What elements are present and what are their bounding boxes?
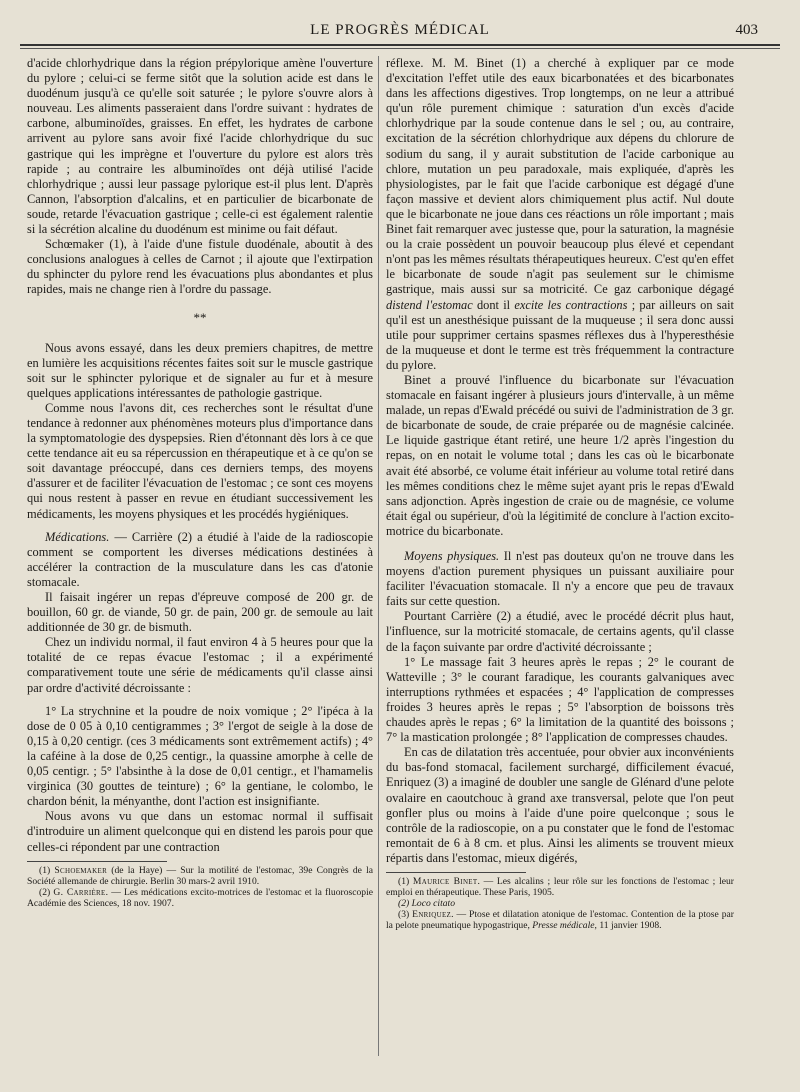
right-column bbox=[386, 56, 734, 931]
footnote-text: . — Les alcalins ; leur rôle sur les fonctions de l'estomac ; leur emploi en thérapeutique. These Paris, 1905. bbox=[386, 875, 734, 899]
paragraph: Nous avons essayé, dans les deux premiers chapitres, de mettre en lumière les acquisitions récentes faites soit sur le muscle gastrique soit sur le sphincter pylorique et de signaler au fur et à mesure quelques applications intéressantes de pathologie gastrique. bbox=[27, 340, 373, 400]
footnote-rule bbox=[27, 861, 167, 862]
footnote bbox=[27, 865, 373, 887]
paragraph: Nous avons vu que dans un estomac normal il suffisait d'introduire un aliment quelconque qui en distend les parois pour que celles-ci répondent par une contraction bbox=[27, 809, 373, 854]
paragraph: Schœmaker (1), à l'aide d'une fistule duodénale, aboutit à des conclusions analogues à celles de Carnot ; il ajoute que l'extirpation du sphincter du pylore rend les évacuations plus abondantes et plus rapides, mais ne change rien à l'ordre du passage. bbox=[27, 237, 373, 297]
left-column bbox=[27, 56, 373, 909]
footnote-number: (3) bbox=[398, 909, 413, 921]
section-separator: ** bbox=[193, 309, 207, 325]
footnote-number: (1) bbox=[398, 875, 413, 887]
footnote-text: (de la Haye) — Sur la motilité de l'estomac, 39e Congrès de la Société allemande de chirurgie. Berlin 30 mars-2 avril 1910. bbox=[27, 864, 373, 887]
running-title: LE PROGRÈS MÉDICAL bbox=[310, 22, 490, 38]
footnote-author: Maurice Binet bbox=[412, 875, 478, 887]
paragraph: Pourtant Carrière (2) a étudié, avec le procédé décrit plus haut, l'influence, sur la motricité stomacale, de certains agents, qu'il classe de la façon suivante par ordre d'activité décroissante ; bbox=[386, 609, 734, 654]
paragraph: d'acide chlorhydrique dans la région prépylorique amène l'ouverture du pylore ; celui-ci se ferme sitôt que la solution acide est dans le duodénum jusqu'à ce qu'elle soit saturée ; le pylore s'ouvre alors à nouveau. Les aliments passeraient dans l'ordre suivant : hydrates de carbone, albuminoïdes, graisses. En effet, les hydrates de carbone arrivent au pylore sans avoir fixé l'acide chlorhydrique du suc gastrique qui les imprègne et l'ouverture du pylore est alors très rapide ; au contraire les albuminoïdes ont déjà utilisé l'acide chlorhydrique ; aussi leur passage pylorique est-il plus lent. D'après Cannon, l'absorption d'alcalins, et en particulier de bicarbonate de soude, retarde l'évacuation gastrique ; celle-ci est également ralentie si la sécrétion alcaline du duodénum est minime ou fait défaut. bbox=[27, 56, 373, 237]
paragraph: Chez un individu normal, il faut environ 4 à 5 heures pour que la totalité de ce repas évacue l'estomac ; il a expérimenté comparativement toute une série de médicaments qu'il classe ainsi par ordre d'activité décroissante : bbox=[27, 635, 373, 695]
section-paragraph-medications bbox=[27, 530, 373, 590]
paragraph: 1° La strychnine et la poudre de noix vomique ; 2° l'ipéca à la dose de 0 05 à 0,10 centigrammes ; 3° l'ergot de seigle à la dose de 0,15 à 0,20 centigr. (ces 3 médicaments sont extrêmement actifs) ; 4° la caféine à la dose de 0,25 centigr., la quassine amorphe à celle de 0,05 centigr. ; 5° l'absinthe à la dose de 0,01 centigr., et l'hamamelis virginica (30 gouttes de teinture) ; 6° la gentiane, le colombo, le chardon bénit, la ményanthe, dont l'action est insignifiante. bbox=[27, 703, 373, 809]
column-divider bbox=[378, 56, 379, 1056]
paragraph: En cas de dilatation très accentuée, pour obvier aux inconvénients du bas-fond stomacal, facilement surchargé, difficilement évacué, Enriquez (3) a imaginé de doubler une sangle de Glénard d'une pelote ovalaire en caoutchouc à grand axe transversal, pelote que l'on peut gonfler plus ou moins à l'aide d'une poire quelconque ; sous le contrôle de la radioscopie, on a pu constater que le fond de l'estomac remontait de 6 à 8 cm. et plus. Ainsi les aliments se trouvent mieux répartis dans l'estomac, mieux digérés, bbox=[386, 745, 734, 865]
footnote-text: . — Ptose et dilatation atonique de l'estomac. Contention de la ptose par la pelote pneumatique hypogastrique, bbox=[386, 909, 735, 932]
page-header bbox=[0, 0, 800, 48]
paragraph-text: Il n'est pas douteux qu'on ne trouve dans les moyens d'action purement physiques un puissant auxiliaire pour faciliter l'évacuation stomacale. Il n'y a encore que peu de travaux faits sur cette question. bbox=[386, 549, 734, 609]
footnote-rule bbox=[386, 872, 526, 873]
footnote-number: (1) bbox=[39, 864, 55, 876]
paragraph-text: dont il bbox=[472, 297, 515, 312]
paragraph-text: réflexe. M. M. Binet (1) a cherché à expliquer par ce mode d'excitation l'effet utile des eaux bicarbonatées et des bicarbonates dans les affections digestives. Trop longtemps, on ne leur a attribué qu'un rôle purement chimique : saturation d'un excès d'acide chlorhydrique par la soude contenue dans le sel ; ou, au contraire, excitation de la sécrétion chlorhydrique aux dépens du chlorure de sodium du sang, il y aurait substitution de l'acide carbonique au chlore, mutation un peu paradoxale, mais expliquée, d'après les physiologistes, par le fait que l'acide carbonique est dégagé d'une façon massive et devient alors chimiquement plus actif. Nul doute que le bicarbonate ne joue dans ces réactions un rôle important ; mais Binet fait remarquer avec justesse que, pour la saturation, la magnésie ou la craie possèdent un pouvoir beaucoup plus élevé et cependant n'ont pas les mêmes résultats thérapeutiques heureux. C'est qu'en effet le bicarbonate de soude n'agit pas seulement sur le chimisme gastrique, mais aussi sur sa motricité. Ce gaz carbonique dégagé bbox=[386, 56, 734, 297]
footnote bbox=[386, 909, 734, 931]
page-number: 403 bbox=[735, 22, 758, 38]
footnote-author: Schoemaker bbox=[54, 864, 108, 876]
section-heading: Moyens physiques. bbox=[404, 549, 500, 563]
footnote bbox=[386, 876, 734, 898]
paragraph: 1° Le massage fait 3 heures après le repas ; 2° le courant de Watteville ; 3° le courant faradique, les courants galvaniques avec interruptions rythmées et espacées ; 4° l'application de compresses froides 3 heures après le repas ; 5° l'absorption de boissons très chaudes après le repas ; 6° la limitation de la quantité des boissons ; 7° la mastication prolongée ; 8° l'application de compresses chaudes. bbox=[386, 654, 734, 745]
paragraph: Comme nous l'avons dit, ces recherches sont le résultat d'une tendance à redonner aux phénomènes moteurs plus d'importance dans la symptomatologie des dyspepsies. Rien d'étonnant dès lors à ce que cette tendance ait eu sa répercussion en thérapeutique et à ce qu'on se soit davantage préoccupé, dans ces derniers temps, des moyens d'assurer et de faciliter l'évacuation de l'estomac ; ce sont ces moyens qui nous restent à passer en revue en étudiant successivement les médicaments, les moyens physiques et les procédés hygiéniques. bbox=[27, 400, 373, 521]
header-rule-thin bbox=[20, 48, 780, 49]
paragraph-text: — Carrière (2) a étudié à l'aide de la radioscopie comment se comportent les diverses médications destinées à accélérer la contraction de la musculature dans les cas d'atonie stomacale. bbox=[27, 529, 373, 589]
footnote-author: Enriquez bbox=[412, 909, 452, 921]
section-heading: Médications. bbox=[45, 529, 110, 544]
footnote-author: G. Carrière bbox=[53, 886, 106, 898]
paragraph-text: ; par ailleurs on sait qu'il est un anesthésique puissant de la muqueuse ; il sera donc aussi utile pour supprimer certains spasmes réflexes dus à l'hyperesthésie de la muqueuse et dont le terme est très fréquemment la contracture du pylore. bbox=[386, 297, 734, 372]
footnote-text: , 11 janvier 1908. bbox=[594, 920, 662, 932]
paragraph: Binet a prouvé l'influence du bicarbonate sur l'évacuation stomacale en faisant ingérer à plusieurs jours d'intervalle, à un même malade, un repas d'Ewald précédé ou suivi de l'administration de 3 gr. de bicarbonate de soude, de craie préparée ou de magnésie calcinée. Le liquide gastrique étant retiré, une heure 1/2 après l'ingestion du repas, on en notait le volume total ; dans les cas où le bicarbonate avait été absorbé, ce volume était inférieur au volume total retiré dans les mêmes conditions chez le même sujet ayant pris le repas d'Ewald sans adjonction. Après ingestion de craie ou de magnésie, ce volume était égal ou supérieur, d'où la légitimité de conclure à l'action excito-motrice du bicarbonate. bbox=[386, 372, 734, 538]
footnote bbox=[27, 887, 373, 909]
header-rule bbox=[20, 44, 780, 46]
footnote-number: (2) bbox=[39, 886, 54, 898]
section-paragraph-physical bbox=[386, 549, 734, 609]
paragraph bbox=[386, 56, 734, 373]
italic-text: Presse médicale bbox=[532, 920, 595, 932]
footnote-text: . — Les médications excito-motrices de l'estomac et la fluoroscopie Académie des Sciences, 18 nov. 1907. bbox=[27, 886, 373, 909]
italic-text: excite les contractions bbox=[514, 297, 628, 312]
footnote: (2) Loco citato bbox=[398, 898, 456, 910]
italic-text: distend l'estomac bbox=[386, 297, 473, 312]
paragraph: Il faisait ingérer un repas d'épreuve composé de 200 gr. de bouillon, 60 gr. de viande, 50 gr. de pain, 200 gr. de semoule au lait additionnée de 30 gr. de bismuth. bbox=[27, 590, 373, 635]
